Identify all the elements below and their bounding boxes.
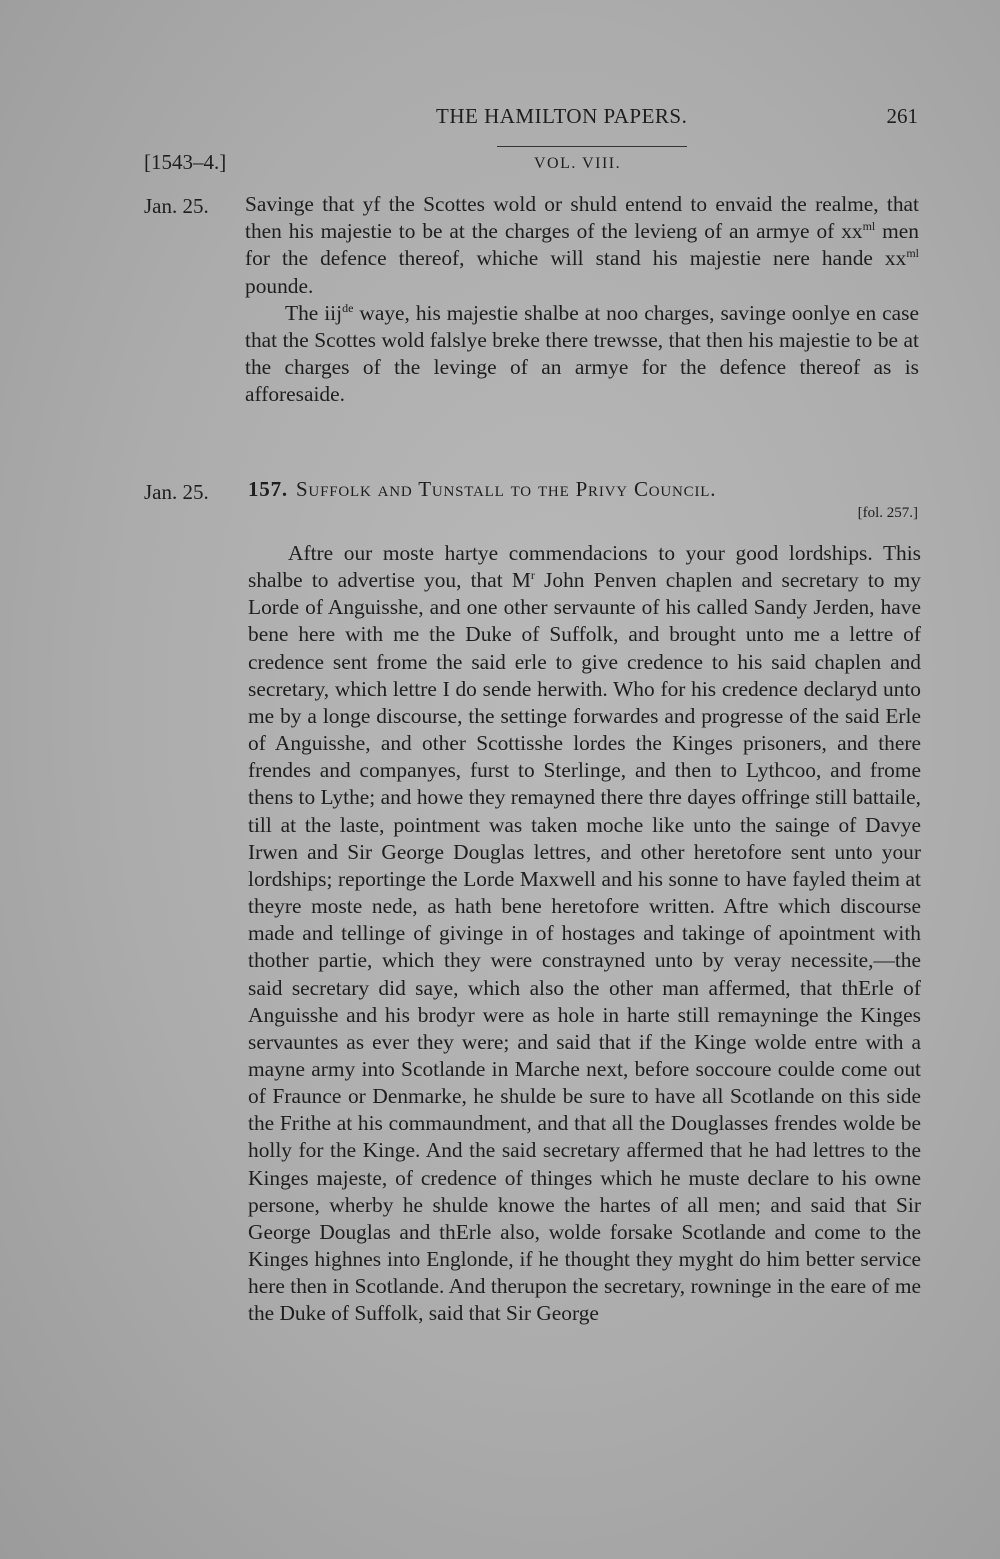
entry-number: 157. bbox=[248, 477, 288, 501]
folio-reference: [fol. 257.] bbox=[857, 505, 918, 521]
paragraph: Aftre our moste hartye commendacions to your good lordships. This shalbe to advertise you, that $M^r$ John Penven chaplen and secretary to my Lorde of Anguisshe, and one other servaunte of his called Sandy Jerden, have bene here with me the Duke of Suffolk, and brought unto me a lettre of credence sent frome the said erle to give credence to his said chaplen and secretary, which lettre I do sende herwith. Who for his credence declaryd unto me by a longe discourse, the settinge forwardes and progresse of the said Erle of Anguisshe, and other Scottisshe lordes the Kinges prisoners, and there frendes and companyes, furst to Sterlinge, and then to Lythcoo, and frome thens to Lythe; and howe they remayned there thre dayes offringe still battaile, till at the laste, pointment was taken moche like unto the sainge of Davye Irwen and Sir George Douglas lettres, and other heretofore sent unto your lordships; reportinge the Lorde Maxwell and his sonne to have fayled theim at theyre moste nede, as hath bene heretofore written. Aftre which discourse made and tellinge of givinge in of hostages and takinge of apointment with thother partie, which they were constrayned unto by veray necessite,—the said secretary did saye, which also the other man affermed, that thErle of Anguisshe and his brodyr were as hole in harte still remayninge the Kinges servauntes as ever they were; and said that if the Kinge wolde entre with a mayne army into Scotlande in Marche next, before soccoure coulde come out of Fraunce or Denmarke, he shulde be sure to have all Scotlande on this side the Frithe at his commaundment, and that all the Douglasses frendes wolde be holly for the Kinge. And the said secretary affermed that he had lettres to the Kinges majeste, of credence of thinges which he muste declare to his owne persone, wherby he shulde knowe the hartes of all men; and said that Sir George Douglas and thErle also, wolde forsake Scotlande and come to the Kinges highnes into Englonde, if he thought they myght do him better service here then in Scotlande. And therupon the secretary, rowninge in the eare of me the Duke of Suffolk, said that Sir George bbox=[248, 541, 921, 1326]
paragraph: The iij$^{de}$ waye, his majestie shalbe at noo charges, savinge oonlye en case that the Scottes wold falslye breke there trewsse, that then his majestie to be at the charges of the levinge of an armye for the defence thereof as is afforesaide. bbox=[245, 300, 919, 407]
volume-label: VOL. VIII. bbox=[534, 155, 622, 172]
entry-heading: Suffolk and Tunstall to the Privy Council. bbox=[295, 477, 717, 501]
running-head: THE HAMILTON PAPERS. bbox=[436, 104, 688, 128]
letter-text bbox=[248, 540, 921, 1328]
header-rule bbox=[497, 146, 687, 147]
entry-date: Jan. 25. bbox=[144, 480, 209, 504]
entry-title bbox=[248, 477, 716, 502]
year-range: [1543–4.] bbox=[144, 150, 227, 174]
previous-entry-text bbox=[245, 191, 919, 409]
page-number: 261 bbox=[886, 104, 918, 128]
show-through bbox=[360, 100, 365, 121]
entry-date: Jan. 25. bbox=[144, 194, 209, 218]
paragraph: Savinge that yf the Scottes wold or shuld entend to envaid the realme, that then his majestie to be at the charges of the levieng of an armye of $xx^{ml}$ men for the defence thereof, whiche will stand his majestie nere hande $xx^{ml}$ pounde. bbox=[245, 192, 920, 298]
